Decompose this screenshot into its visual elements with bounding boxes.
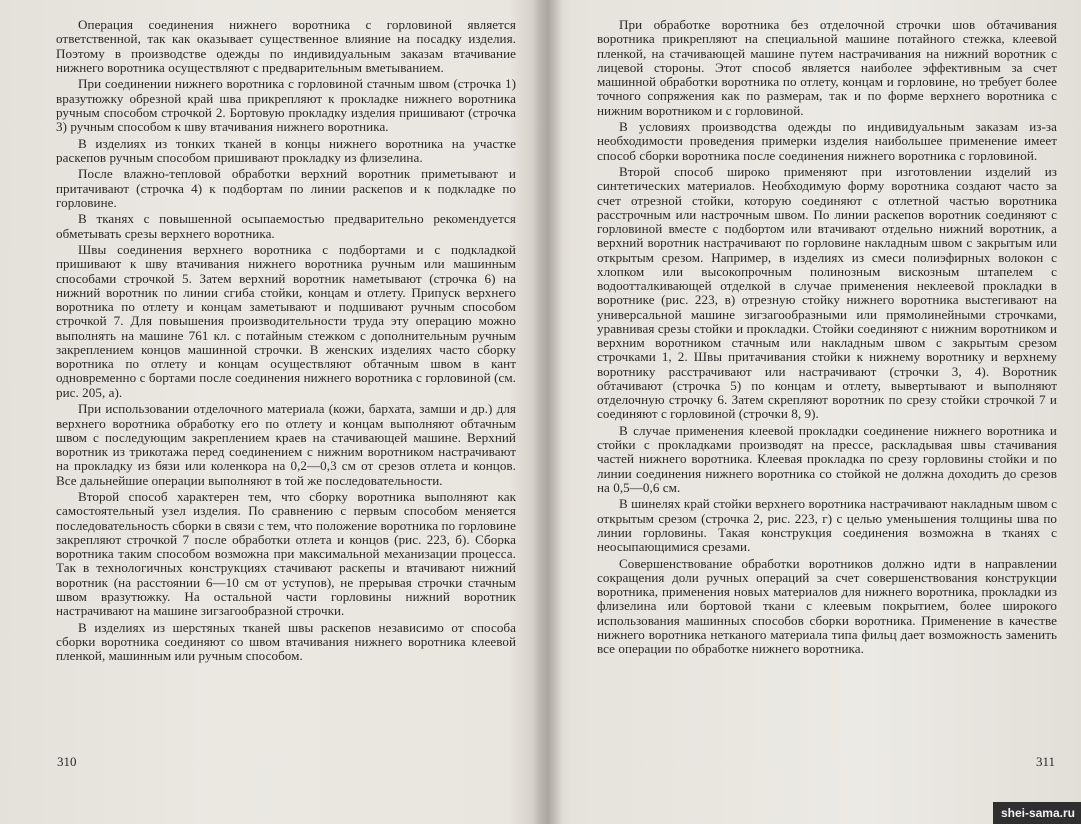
paragraph: При использовании отделочного материала (кожи, бархата, замши и др.) для верхнего воротника обработку его по отлету и концам выполняют обтачным швом с последующим закреплением краев на стачивающей машине. Верхний воротник из трикотажа перед соединением с нижним воротником настрачивают на прокладку из бязи или коленкора на 0,2—0,3 см от срезов отлета и концов. Все дальнейшие операции выполняют в той же последовательности.: [56, 401, 516, 488]
paragraph: При обработке воротника без отделочной строчки шов обтачивания воротника прикрепляют на специальной машине потайного стежка, клеевой пленкой, на стачивающей машине путем настрачивания на нижний воротник с лицевой стороны. Этот способ является наиболее эффективным за счет машинной обработки воротника по отлету, концам и горловине, но требует более точного сопряжения как по размерам, так и по форме верхнего воротника с нижним воротником и с горловиной.: [597, 17, 1057, 118]
paragraph: В случае применения клеевой прокладки соединение нижнего воротника и стойки с прокладками производят на прессе, раскладывая швы стачивания частей нижнего воротника. Клеевая прокладка по срезу горловины стойки и по линии соединения нижнего воротника со стойкой не должна доходить до срезов на 0,5—0,6 см.: [597, 422, 1057, 495]
watermark: shei-sama.ru: [993, 802, 1081, 824]
paragraph: Второй способ характерен тем, что сборку воротника выполняют как самостоятельный узел изделия. По сравнению с первым способом меняется последовательность сборки в связи с тем, что положение воротника по горловине закрепляют строчкой 7 после обработки отлета и концов (рис. 223, б). Сборка воротника таким способом возможна при максимальной механизации процесса. Так в технологичных конструкциях стачивают раскепы и втачивают нижний воротник (на расстоянии 6—10 см от уступов), не прерывая строчки стачным швом вразутюжку. На остальной части горловины нижний воротник настрачивают на машине зигзагообразной строчки.: [56, 489, 516, 619]
paragraph: Совершенствование обработки воротников должно идти в направлении сокращения доли ручных операций за счет совершенствования конструкции воротника, применения новых материалов для нижнего воротника, прокладки из флизелина или бортовой ткани с клеевым покрытием, более широкого использования машинных способов сборки воротника. Применение в качестве нижнего воротника нетканого материала типа фильц дает возможность заменить все операции по обработке нижнего воротника.: [597, 555, 1057, 657]
paragraph: Второй способ широко применяют при изготовлении изделий из синтетических материалов. Необходимую форму воротника создают часто за счет отрезной стойки, которую соединяют с отлетной частью воротника расстрочным или настрочным швом. По линии раскепов воротник соединяют с горловиной вместе с подбортом или втачивают отдельно нижний воротник, а верхний воротник настрачивают по горловине накладным швом с закрытым или открытым срезом. Например, в изделиях из смеси полиэфирных волокон с хлопком или высокопрочным полинозным вискозным штапелем с водоотталкивающей отделкой в случае применения неклеевой прокладки в воротнике (рис. 223, в) отрезную стойку нижнего воротника выстегивают на универсальной машине зигзагообразными или прямолинейными строчками, уравнивая срезы стойки и прокладки. Стойки соединяют с нижним воротником и верхним воротником стачным или накладным швом с закрытым срезом строчками 1, 2. Швы притачивания стойки к нижнему воротнику и верхнему воротнику расстрачивают или настрачивают (строчки 3, 4). Воротник обтачивают (строчка 5) по концам и отлету, вывертывают и выполняют отделочную строчку 6. Затем скрепляют воротник по срезу стойки строчкой 7 и соединяют с горловиной (строчки 8, 9).: [597, 164, 1057, 422]
paragraph: После влажно-тепловой обработки верхний воротник приметывают и притачивают (строчка 4) к подбортам по линии раскепов и к подкладке по горловине.: [56, 166, 516, 210]
paragraph: В тканях с повышенной осыпаемостью предварительно рекомендуется обметывать срезы верхнего воротника.: [56, 211, 516, 241]
left-page: [56, 18, 516, 663]
paragraph: В шинелях край стойки верхнего воротника настрачивают накладным швом с открытым срезом (строчка 2, рис. 223, г) с целью уменьшения толщины шва по линии горловины. Такая конструкция соединения возможна в тканях с неосыпающимися срезами.: [597, 496, 1057, 555]
paragraph: При соединении нижнего воротника с горловиной стачным швом (строчка 1) вразутюжку обрезной край шва прикрепляют к прокладке нижнего воротника ручным способом строчкой 2. Бортовую прокладку изделия пришивают (строчка 3) ручным способом к шву втачивания нижнего воротника.: [56, 76, 516, 135]
page-number-left: 310: [57, 754, 77, 769]
right-page: [597, 18, 1057, 656]
paragraph: Операция соединения нижнего воротника с горловиной является ответственной, так как оказывает существенное влияние на посадку изделия. Поэтому в производстве одежды по индивидуальным заказам втачивание нижнего воротника осуществляют с предварительным вметыванием.: [56, 17, 516, 75]
paragraph: В изделиях из тонких тканей в концы нижнего воротника на участке раскепов ручным способом пришивают прокладку из флизелина.: [56, 135, 516, 165]
paragraph: Швы соединения верхнего воротника с подбортами и с подкладкой пришивают к шву втачивания нижнего воротника ручным или машинным способами строчкой 5. Затем верхний воротник наметывают (строчка 6) на нижний воротник по линии сгиба стойки, концам и отлету. Припуск верхнего воротника по отлету и концам заметывают и подшивают ручным способом строчкой 7. Для повышения производительности труда эту операцию можно выполнять на машине 761 кл. с потайным стежком с дополнительным ручным закреплением концов машинной строчки. В женских изделиях часто сборку воротника по отлету и концам осуществляют обтачным швом в кант одновременно с бортами после соединения нижнего воротника с горловиной (см. рис. 205, а).: [56, 242, 516, 400]
paragraph: В изделиях из шерстяных тканей швы раскепов независимо от способа сборки воротника соединяют со швом втачивания нижнего воротника клеевой пленкой, машинным или ручным способом.: [56, 619, 516, 664]
paragraph: В условиях производства одежды по индивидуальным заказам из-за необходимости проведения примерки изделия наибольшее применение имеет способ сборки воротника после соединения нижнего воротника с горловиной.: [597, 119, 1057, 163]
page-number-right: 311: [1036, 754, 1056, 769]
book-gutter: [532, 0, 562, 824]
